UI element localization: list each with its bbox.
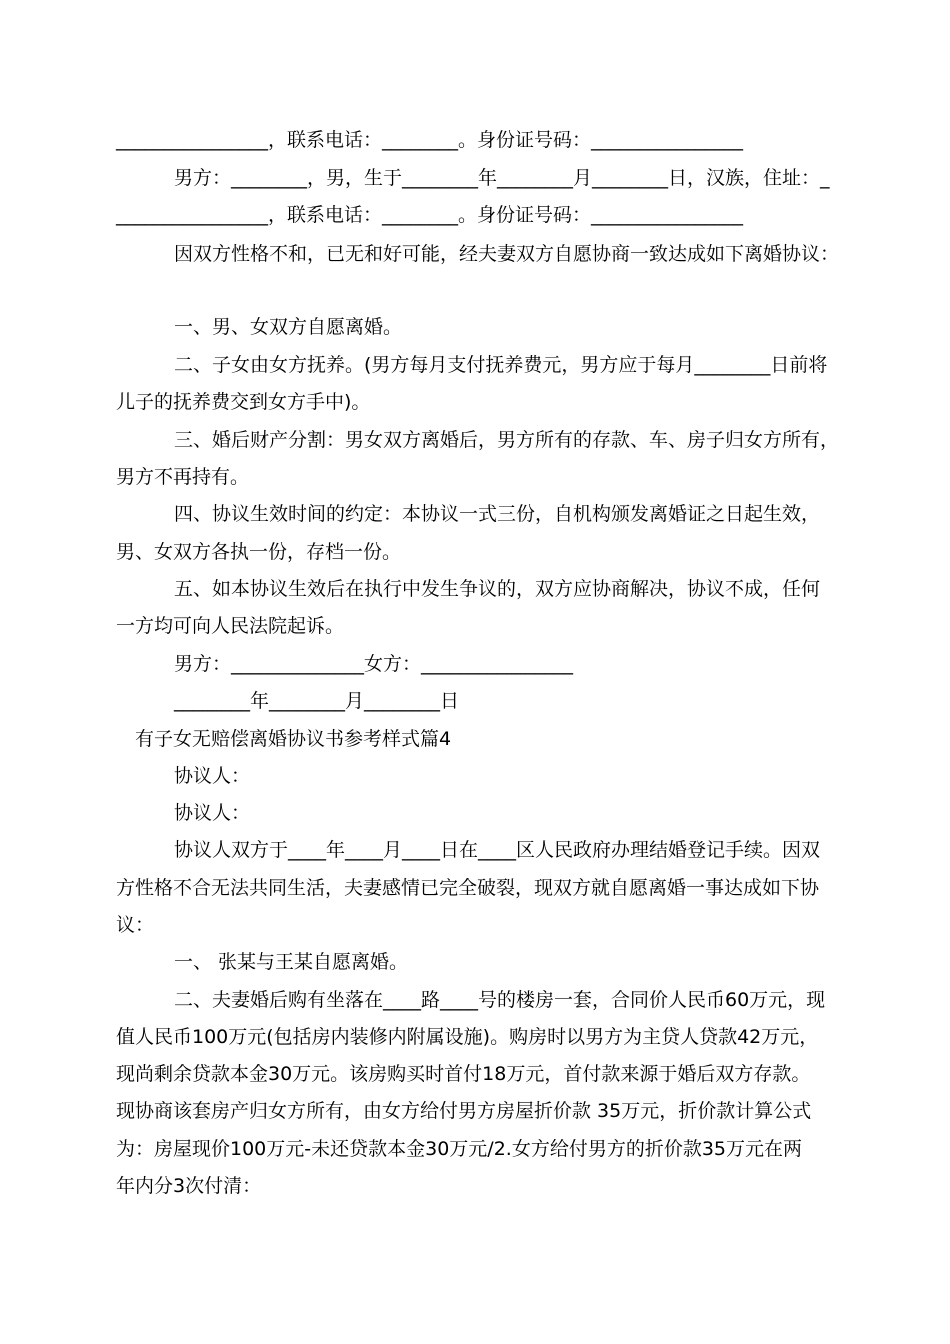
text-line: 四、协议生效时间的约定：本协议一式三份，自机构颁发离婚证之日起生效， xyxy=(174,503,821,525)
party-label: 协议人： xyxy=(174,765,251,787)
date-line: ________年________月________日 xyxy=(174,690,460,712)
text-line: 年内分3次付清： xyxy=(116,1175,262,1197)
text-line: 五、如本协议生效后在执行中发生争议的，双方应协商解决，协议不成，任何 xyxy=(174,578,821,600)
text-line: 三、婚后财产分割：男女双方离婚后，男方所有的存款、车、房子归女方所有， xyxy=(174,429,840,451)
text-line: 男方不再持有。 xyxy=(116,466,250,488)
text-line: 值人民币100万元(包括房内装修内附属设施)。购房时以男方为主贷人贷款42万元， xyxy=(116,1026,819,1048)
text-line: 方性格不合无法共同生活，夫妻感情已完全破裂，现双方就自愿离婚一事达成如下协 xyxy=(116,877,820,899)
text-line: 因双方性格不和，已无和好可能，经夫妻双方自愿协商一致达成如下离婚协议： xyxy=(174,243,840,265)
text-line: ________________，联系电话：________。身份证号码：________________ xyxy=(116,204,744,226)
text-line: 为：房屋现价100万元-未还贷款本金30万元/2.女方给付男方的折价款35万元在两 xyxy=(116,1138,803,1160)
text-line: 一、男、女双方自愿离婚。 xyxy=(174,316,403,338)
text-line: 一、 张某与王某自愿离婚。 xyxy=(174,951,409,973)
section-heading: 有子女无赔偿离婚协议书参考样式篇4 xyxy=(135,728,452,750)
text-line: 一方均可向人民法院起诉。 xyxy=(116,615,345,637)
signature-line: 男方：______________女方：________________ xyxy=(174,653,574,675)
text-line: 议： xyxy=(116,914,155,936)
text-line: 现尚剩余贷款本金30万元。该房购买时首付18万元，首付款来源于婚后双方存款。 xyxy=(116,1063,811,1085)
party-label: 协议人： xyxy=(174,802,251,824)
text-line: ________________，联系电话：________。身份证号码：________________ xyxy=(116,129,744,151)
text-line: 现协商该套房产归女方所有，由女方给付男方房屋折价款 35万元，折价款计算公式 xyxy=(116,1100,812,1122)
text-line: 二、子女由女方抚养。(男方每月支付抚养费元，男方应于每月________日前将 xyxy=(174,354,828,376)
text-line: 男、女双方各执一份，存档一份。 xyxy=(116,541,402,563)
text-line: 二、夫妻婚后购有坐落在____路____号的楼房一套，合同价人民币60万元，现 xyxy=(174,989,826,1011)
text-line: 协议人双方于____年____月____日在____区人民政府办理结婚登记手续。因双 xyxy=(174,839,821,861)
text-line: 儿子的抚养费交到女方手中)。 xyxy=(116,391,371,413)
text-line: 男方：________，男，生于________年________月________日，汉族，住址：_ xyxy=(174,167,830,189)
